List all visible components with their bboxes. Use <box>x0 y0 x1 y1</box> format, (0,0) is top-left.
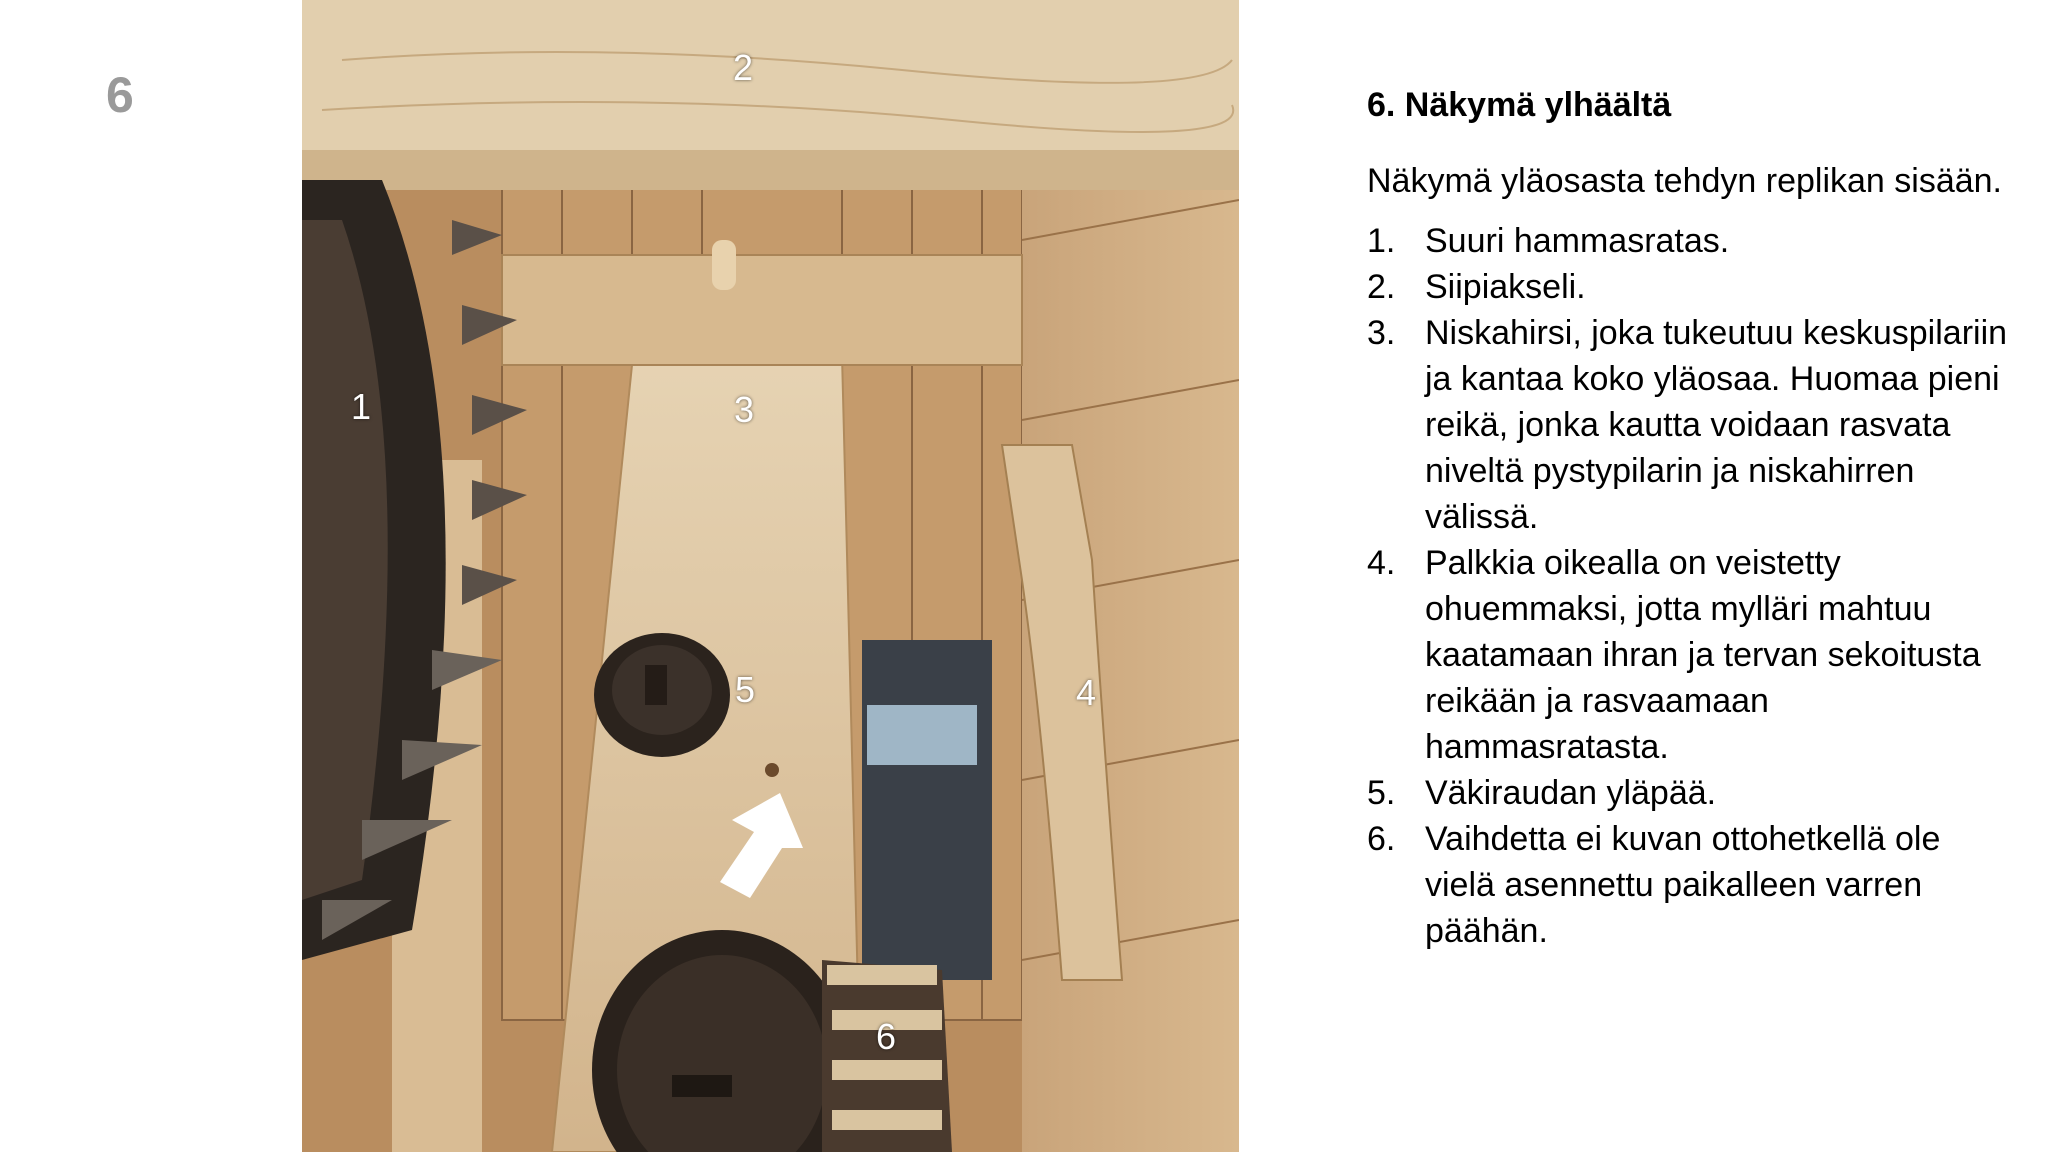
caption-title: 6. Näkymä ylhäältä <box>1367 86 1672 124</box>
list-item-text: Palkkia oikealla on veistetty ohuemmaksi, jotta mylläri mahtuu kaatamaan ihran ja tervan sekoitusta reikään ja rasvaamaan hammasratasta. <box>1425 544 1981 766</box>
list-item-number: 6. <box>1367 820 1396 858</box>
photo-label-1: 1 <box>350 386 372 427</box>
list-item <box>1367 770 2017 816</box>
photo-label-2: 2 <box>732 47 754 88</box>
list-item-number: 3. <box>1367 314 1396 352</box>
list-item <box>1367 264 2017 310</box>
list-item-text: Suuri hammasratas. <box>1425 222 1730 260</box>
list-item <box>1367 218 2017 264</box>
list-item <box>1367 310 2017 540</box>
photo-label-6: 6 <box>875 1016 897 1057</box>
list-item <box>1367 816 2017 954</box>
caption-panel <box>1367 82 2017 954</box>
photo-label-3: 3 <box>733 389 755 430</box>
mill-interior-photo <box>302 0 1239 1152</box>
photo-label-5: 5 <box>734 669 756 710</box>
caption-list <box>1367 218 2017 954</box>
list-item-number: 4. <box>1367 544 1396 582</box>
photo-label-4: 4 <box>1075 672 1097 713</box>
list-item-text: Niskahirsi, joka tukeutuu keskuspilariin ja kantaa koko yläosaa. Huomaa pieni reikä, jonka kautta voidaan rasvata niveltä pystypilarin ja niskahirren välissä. <box>1425 314 2008 536</box>
list-item-text: Siipiakseli. <box>1425 268 1586 306</box>
list-item-text: Väkiraudan yläpää. <box>1425 774 1717 812</box>
list-item <box>1367 540 2017 770</box>
list-item-number: 5. <box>1367 774 1396 812</box>
list-item-number: 2. <box>1367 268 1396 306</box>
list-item-text: Vaihdetta ei kuvan ottohetkellä ole vielä asennettu paikalleen varren päähän. <box>1425 820 1941 950</box>
caption-intro: Näkymä yläosasta tehdyn replikan sisään. <box>1367 162 2002 200</box>
photo-illustration <box>302 0 1239 1152</box>
list-item-number: 1. <box>1367 222 1396 260</box>
slide-number: 6 <box>106 67 134 123</box>
